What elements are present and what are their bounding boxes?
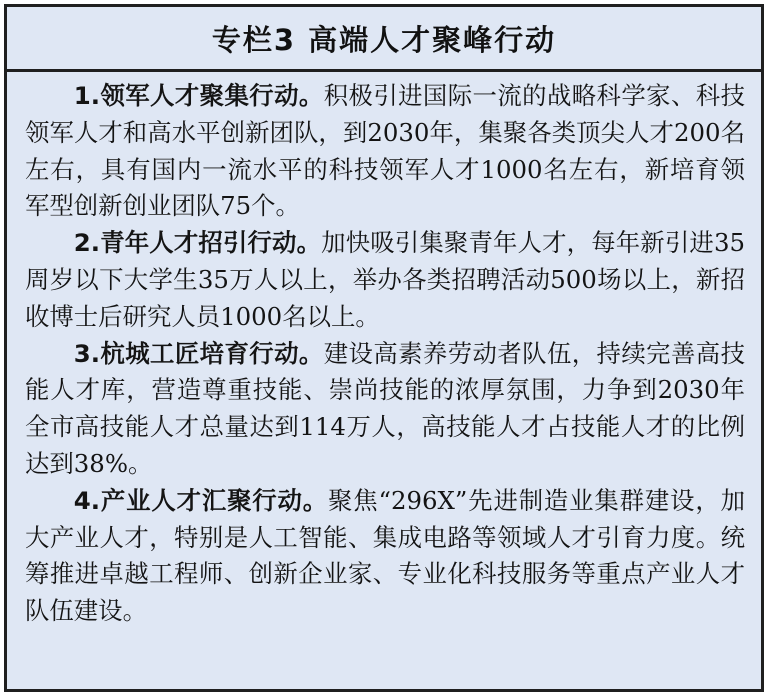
paragraph-youth-talent (25, 225, 745, 335)
paragraph-heading: 3.杭城工匠培育行动。 (73, 338, 324, 368)
paragraph-text: 聚焦“296X”先进制造业集群建设，加大产业人才，特别是人工智能、集成电路等领域人才引育力度。统筹推进卓越工程师、创新企业家、专业化科技服务等重点产业人才队伍建设。 (25, 485, 745, 626)
box-title: 专栏3 高端人才聚峰行动 (7, 7, 761, 72)
paragraph-heading: 1.领军人才聚集行动。 (73, 81, 324, 110)
paragraph-industry-talent (25, 483, 745, 630)
box-content (7, 72, 761, 630)
paragraph-text: 建设高素养劳动者队伍，持续完善高技能人才库，营造尊重技能、崇尚技能的浓厚氛围，力争到2030年全市高技能人才总量达到114万人，高技能人才占技能人才的比例达到38%。 (25, 338, 745, 478)
paragraph-text: 积极引进国际一流的战略科学家、科技领军人才和高水平创新团队，到2030年，集聚各类顶尖人才200名左右，具有国内一流水平的科技领军人才1000名左右，新培育领军型创新创业团队75个。 (25, 81, 745, 221)
paragraph-text: 加快吸引集聚青年人才，每年新引进35周岁以下大学生35万人以上，举办各类招聘活动500场以上，新招收博士后研究人员1000名以上。 (25, 228, 745, 331)
column-box (4, 4, 764, 692)
paragraph-heading: 4.产业人才汇聚行动。 (73, 485, 329, 515)
paragraph-craftsman (25, 336, 745, 483)
paragraph-talent-leaders (25, 78, 745, 225)
paragraph-heading: 2.青年人才招引行动。 (73, 228, 322, 258)
